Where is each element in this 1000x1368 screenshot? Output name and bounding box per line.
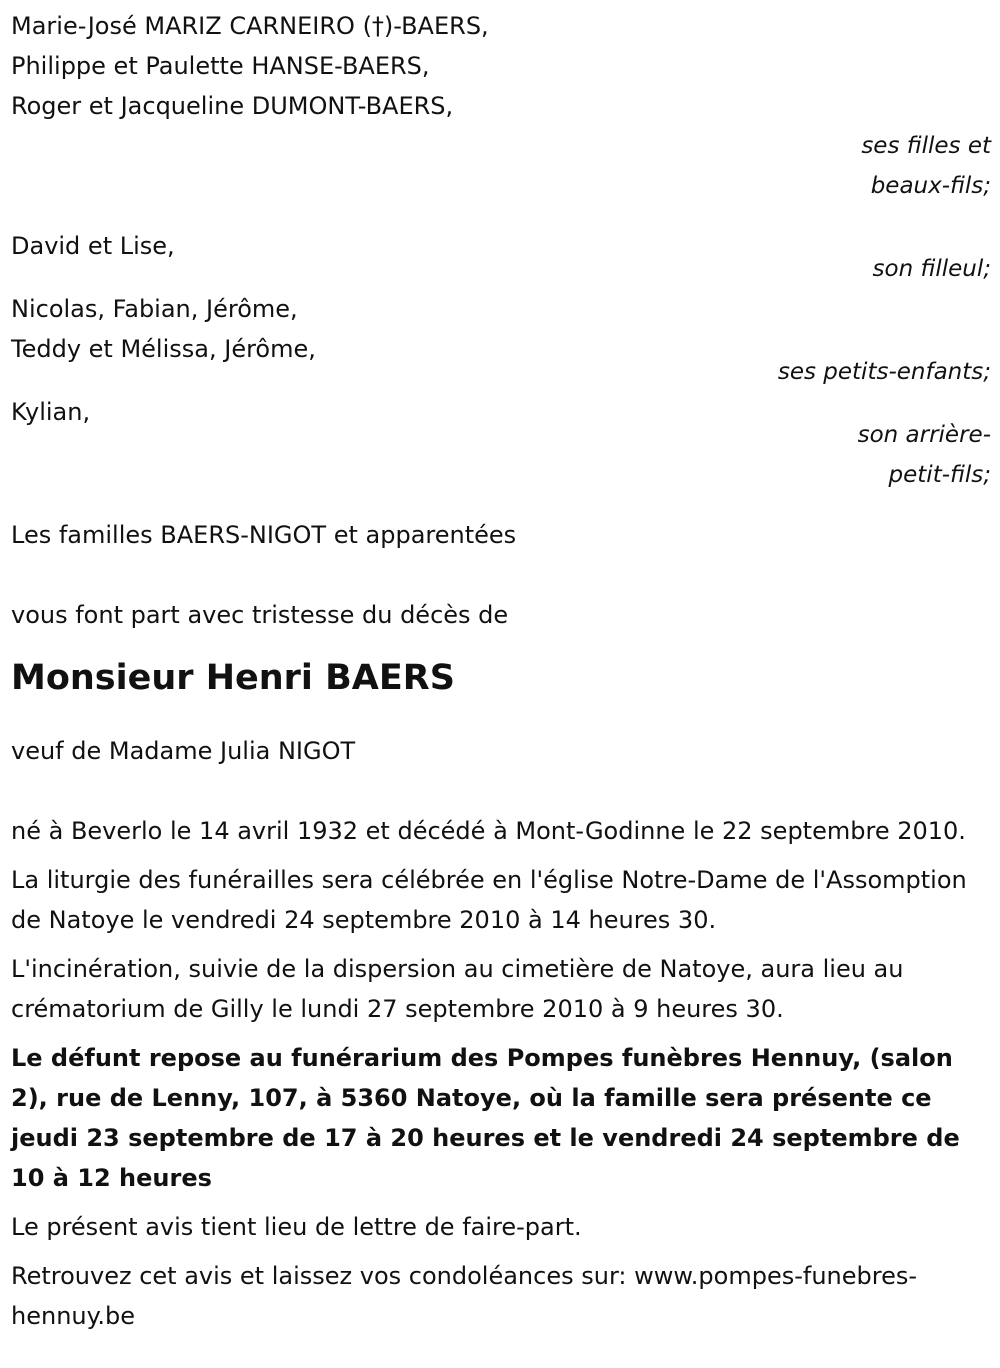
families-line: Les familles BAERS-NIGOT et apparentées — [11, 521, 517, 549]
obituary-notice — [11, 6, 991, 1345]
godson-names: David et Lise, — [11, 232, 175, 260]
daughters-role-line-2: beaux-fils; — [870, 173, 991, 199]
grandchildren-line-2: Teddy et Mélissa, Jérôme, — [11, 335, 316, 363]
cremation-paragraph: L'incinération, suivie de la dispersion au cimetière de Natoye, aura lieu au crématorium de Gilly le lundi 27 septembre 2010 à 9 heures 30. — [11, 955, 904, 1023]
grandchildren-role: ses petits-enfants; — [777, 359, 991, 385]
godson-role: son filleul; — [872, 256, 991, 282]
daughters-role-line-1: ses filles et — [861, 133, 991, 159]
widower-line: veuf de Madame Julia NIGOT — [11, 737, 356, 765]
notice-paragraph: Le présent avis tient lieu de lettre de faire-part. — [11, 1213, 582, 1241]
announcement-line: vous font part avec tristesse du décès de — [11, 601, 509, 629]
great-grandson-role-line-1: son arrière- — [857, 422, 991, 448]
great-grandson-role-line-2: petit-fils; — [888, 462, 991, 488]
grandchildren-line-1: Nicolas, Fabian, Jérôme, — [11, 295, 298, 323]
daughter-line-3: Roger et Jacqueline DUMONT-BAERS, — [11, 92, 454, 120]
viewing-paragraph: Le défunt repose au funérarium des Pompes funèbres Hennuy, (salon 2), rue de Lenny, 107, à 5360 Natoye, où la famille sera présente ce jeudi 23 septembre de 17 à 20 heures et le vendredi 24 septembre de 10 à 12 heures — [11, 1044, 960, 1192]
deceased-name: Monsieur Henri BAERS — [11, 658, 455, 698]
great-grandson-name: Kylian, — [11, 398, 91, 426]
daughter-line-1: Marie-José MARIZ CARNEIRO (†)-BAERS, — [11, 12, 489, 40]
birth-death-paragraph: né à Beverlo le 14 avril 1932 et décédé à Mont-Godinne le 22 septembre 2010. — [11, 817, 966, 845]
daughter-line-2: Philippe et Paulette HANSE-BAERS, — [11, 52, 430, 80]
condolences-paragraph: Retrouvez cet avis et laissez vos condoléances sur: www.pompes-funebres-hennuy.be — [11, 1262, 918, 1330]
liturgy-paragraph: La liturgie des funérailles sera célébrée en l'église Notre-Dame de l'Assomption de Natoye le vendredi 24 septembre 2010 à 14 heures 30. — [11, 866, 967, 934]
